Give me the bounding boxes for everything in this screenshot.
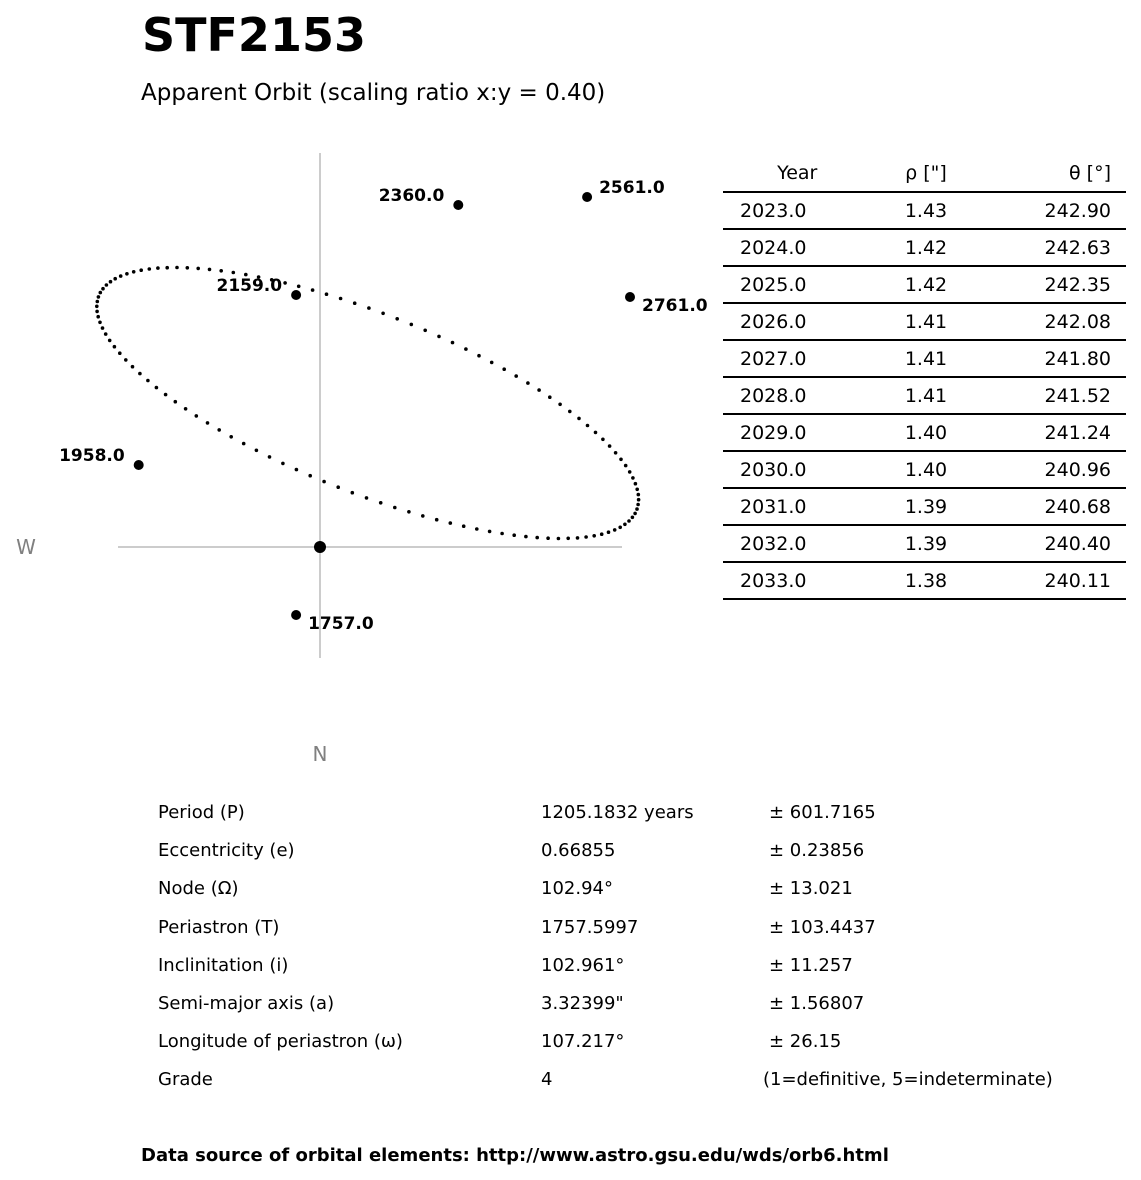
epoch-label: 1757.0 [308,614,374,634]
orbit-dot [566,537,570,541]
west-label: W [16,535,36,559]
orbit-dot [113,277,117,281]
ephemeris-rho: 1.41 [871,303,980,340]
element-name: Eccentricity (e) [158,840,295,862]
orbit-dot [568,410,572,414]
element-value: 102.961° [541,954,625,976]
element-name: Period (P) [158,802,245,823]
element-error: ± 601.7165 [769,802,876,823]
ephemeris-row [723,377,1126,414]
orbit-dot [131,365,135,369]
ephemeris-rho: 1.40 [871,451,980,488]
orbit-dot [95,305,99,309]
ephemeris-row [723,451,1126,488]
ephemeris-year: 2029.0 [723,414,871,451]
orbit-dot [381,312,385,316]
orbit-dot [577,417,581,421]
ephemeris-rho: 1.38 [871,562,980,599]
orbit-dot [146,379,150,383]
orbit-dot [635,488,639,492]
ephemeris-year: 2030.0 [723,451,871,488]
orbit-dot [96,315,100,319]
orbital-elements [158,794,1118,1100]
orbit-dot [512,533,516,537]
orbit-plot [0,140,708,780]
orbit-dot [619,458,623,462]
ephemeris-year: 2032.0 [723,525,871,562]
orbit-dot [608,444,612,448]
element-row [158,794,1118,832]
orbit-dot [637,493,641,497]
ephemeris-row [723,525,1126,562]
ephemeris-theta: 240.40 [981,525,1127,562]
ephemeris-row [723,414,1126,451]
orbit-dot [410,323,414,327]
element-row [158,832,1118,870]
ephemeris-row [723,340,1126,377]
orbit-dot [367,306,371,310]
orbit-dot [148,267,152,271]
orbit-dot [232,271,236,275]
orbit-dot [336,485,340,489]
ephemeris-year: 2027.0 [723,340,871,377]
orbit-dot [557,537,561,541]
orbit-dot [104,332,108,336]
orbit-dot [637,498,641,502]
ephemeris-theta: 242.90 [981,192,1127,229]
north-label: N [312,742,328,766]
orbit-dot [576,536,580,540]
ephemeris-rho: 1.41 [871,377,980,414]
epoch-point [582,192,592,202]
ephemeris-rho: 1.39 [871,488,980,525]
orbit-dot [435,518,439,522]
orbit-dot [601,438,605,442]
orbit-dot [308,474,312,478]
ephemeris-row [723,192,1126,229]
orbit-dot [124,358,128,362]
orbit-dot [502,367,506,371]
element-error: ± 0.23856 [769,840,865,862]
orbit-dot [208,268,212,272]
element-error: ± 1.56807 [769,992,865,1014]
header-year: Year [723,155,871,192]
orbit-dot [537,388,541,392]
orbit-dot [196,267,200,271]
ephemeris-row [723,303,1126,340]
orbit-dot [624,464,628,468]
orbit-dot [379,501,383,505]
orbit-dot [584,535,588,539]
header-theta: θ [°] [981,155,1127,192]
orbit-dot [353,301,357,305]
chart-subtitle: Apparent Orbit (scaling ratio x:y = 0.40) [141,80,606,106]
orbit-dot [164,393,168,397]
orbit-dot [477,354,481,358]
ephemeris-row [723,229,1126,266]
ephemeris-rho: 1.41 [871,340,980,377]
epoch-label: 2761.0 [642,296,708,316]
element-error: ± 13.021 [769,878,853,900]
orbit-dot [101,287,105,291]
ephemeris-theta: 241.24 [981,414,1127,451]
orbit-dot [631,516,635,520]
ephemeris-year: 2028.0 [723,377,871,414]
element-row [158,1061,1118,1099]
ephemeris-year: 2033.0 [723,562,871,599]
orbit-dot [600,532,604,536]
data-source-note: Data source of orbital elements: http://www.astro.gsu.edu/wds/orb6.html [141,1145,889,1166]
ephemeris-theta: 242.35 [981,266,1127,303]
orbit-dot [558,403,562,407]
ephemeris-table [723,155,1126,600]
orbit-dot [156,266,160,270]
orbit-dot [633,512,637,516]
ephemeris-year: 2026.0 [723,303,871,340]
orbit-dot [351,491,355,495]
orbit-dot [297,285,301,289]
ephemeris-theta: 240.96 [981,451,1127,488]
orbit-dot [488,530,492,534]
element-name: Periastron (T) [158,916,280,938]
ephemeris-year: 2031.0 [723,488,871,525]
orbit-dot [268,455,272,459]
element-value: 1205.1832 years [541,802,694,823]
epoch-label: 2159.0 [216,276,283,296]
ephemeris-row [723,562,1126,599]
ephemeris-theta: 240.68 [981,488,1127,525]
element-row [158,909,1118,947]
epoch-point [291,290,301,300]
ephemeris-header-row [723,155,1126,192]
orbit-dot [475,527,479,531]
orbit-dot [139,268,143,272]
orbit-dot [449,521,453,525]
orbit-dot [607,530,611,534]
orbit-dot [132,270,136,274]
orbit-dot [108,339,112,343]
orbit-dot [119,274,123,278]
chart-title: STF2153 [142,8,366,62]
orbit-dot [500,532,504,536]
orbit-dot [631,476,635,480]
header-rho: ρ ["] [871,155,980,192]
orbit-dot [311,288,315,292]
orbit-dot [490,361,494,365]
orbit-dot [105,283,109,287]
orbit-dot [524,535,528,539]
orbit-dot [242,442,246,446]
orbit-dot [138,372,142,376]
orbit-dot [407,510,411,514]
element-row [158,947,1118,985]
orbit-dot [229,435,233,439]
orbit-dot [548,395,552,399]
element-name: Grade [158,1069,213,1091]
orbit-dot [165,266,169,270]
orbit-dot [99,291,103,295]
ephemeris-rho: 1.43 [871,192,980,229]
orbit-dot [217,428,221,432]
orbit-dot [295,468,299,472]
orbit-dot [423,329,427,333]
orbit-dot [462,524,466,528]
orbit-dot [281,462,285,466]
ephemeris-rho: 1.42 [871,229,980,266]
orbit-dot [592,534,596,538]
orbit-dot [627,519,631,523]
orbit-dot [395,317,399,321]
orbit-dot [125,272,129,276]
ephemeris-year: 2023.0 [723,192,871,229]
orbit-dot [526,381,530,385]
orbit-dot [618,526,622,530]
orbit-dot [174,400,178,404]
element-value: 1757.5997 [541,916,639,938]
orbit-dot [255,449,259,453]
element-error: (1=definitive, 5=indeterminate) [763,1069,1053,1091]
element-error: ± 103.4437 [769,916,876,938]
element-value: 4 [541,1069,553,1091]
ephemeris-row [723,266,1126,303]
element-row [158,870,1118,908]
element-name: Longitude of periastron (ω) [158,1031,403,1053]
epoch-point [291,610,301,620]
orbit-dot [219,269,223,273]
orbit-dot [118,351,122,355]
orbit-dot [97,295,101,299]
element-name: Semi-major axis (a) [158,992,335,1014]
element-name: Node (Ω) [158,878,239,900]
orbit-dot [98,321,102,325]
orbit-dot [95,310,99,314]
orbit-dot [96,300,100,304]
ephemeris-rho: 1.42 [871,266,980,303]
orbit-dot [586,424,590,428]
orbit-dot [325,292,329,296]
orbit-dot [594,431,598,435]
orbit-dot [195,414,199,418]
orbit-dot [184,407,188,411]
element-error: ± 26.15 [769,1031,842,1053]
orbit-dot [206,421,210,425]
ephemeris-theta: 241.52 [981,377,1127,414]
orbit-dot [339,297,343,301]
orbit-dot [421,514,425,518]
epoch-label: 1958.0 [59,446,125,466]
orbit-dot [451,341,455,345]
element-value: 3.32399" [541,992,624,1014]
orbit-dot [614,451,618,455]
ephemeris-year: 2024.0 [723,229,871,266]
element-name: Inclinitation (i) [158,954,289,976]
ephemeris-theta: 240.11 [981,562,1127,599]
element-value: 107.217° [541,1031,625,1053]
orbit-dot [113,345,117,349]
element-row [158,985,1118,1023]
orbit-dot [186,266,190,270]
element-row [158,1023,1118,1061]
ephemeris-theta: 242.08 [981,303,1127,340]
orbit-dot [514,374,518,378]
orbit-dot [628,470,632,474]
orbit-dot [283,281,287,285]
ephemeris-rho: 1.40 [871,414,980,451]
ephemeris-row [723,488,1126,525]
orbit-dot [393,506,397,510]
orbit-dot [546,536,550,540]
orbit-dot [109,280,113,284]
epoch-label: 2360.0 [378,186,445,206]
ephemeris-theta: 241.80 [981,340,1127,377]
orbit-dot [365,496,369,500]
orbit-dot [634,482,638,486]
orbit-dot [535,536,539,540]
orbit-dot [322,480,326,484]
epoch-point [625,292,635,302]
ephemeris-year: 2025.0 [723,266,871,303]
orbit-dot [464,347,468,351]
orbit-dot [623,523,627,527]
epoch-point [134,460,144,470]
epoch-label: 2561.0 [599,178,665,198]
orbit-dot [175,266,179,270]
orbit-dot [636,503,640,507]
ephemeris-rho: 1.39 [871,525,980,562]
element-value: 102.94° [541,878,613,900]
orbit-dot [613,528,617,532]
primary-star-marker [314,541,326,553]
epoch-point [453,200,463,210]
orbit-dot [155,386,159,390]
ephemeris-theta: 242.63 [981,229,1127,266]
element-value: 0.66855 [541,840,616,862]
orbit-dot [101,326,105,330]
element-error: ± 11.257 [769,954,853,976]
orbit-dot [437,335,441,339]
orbit-dot [635,507,639,511]
